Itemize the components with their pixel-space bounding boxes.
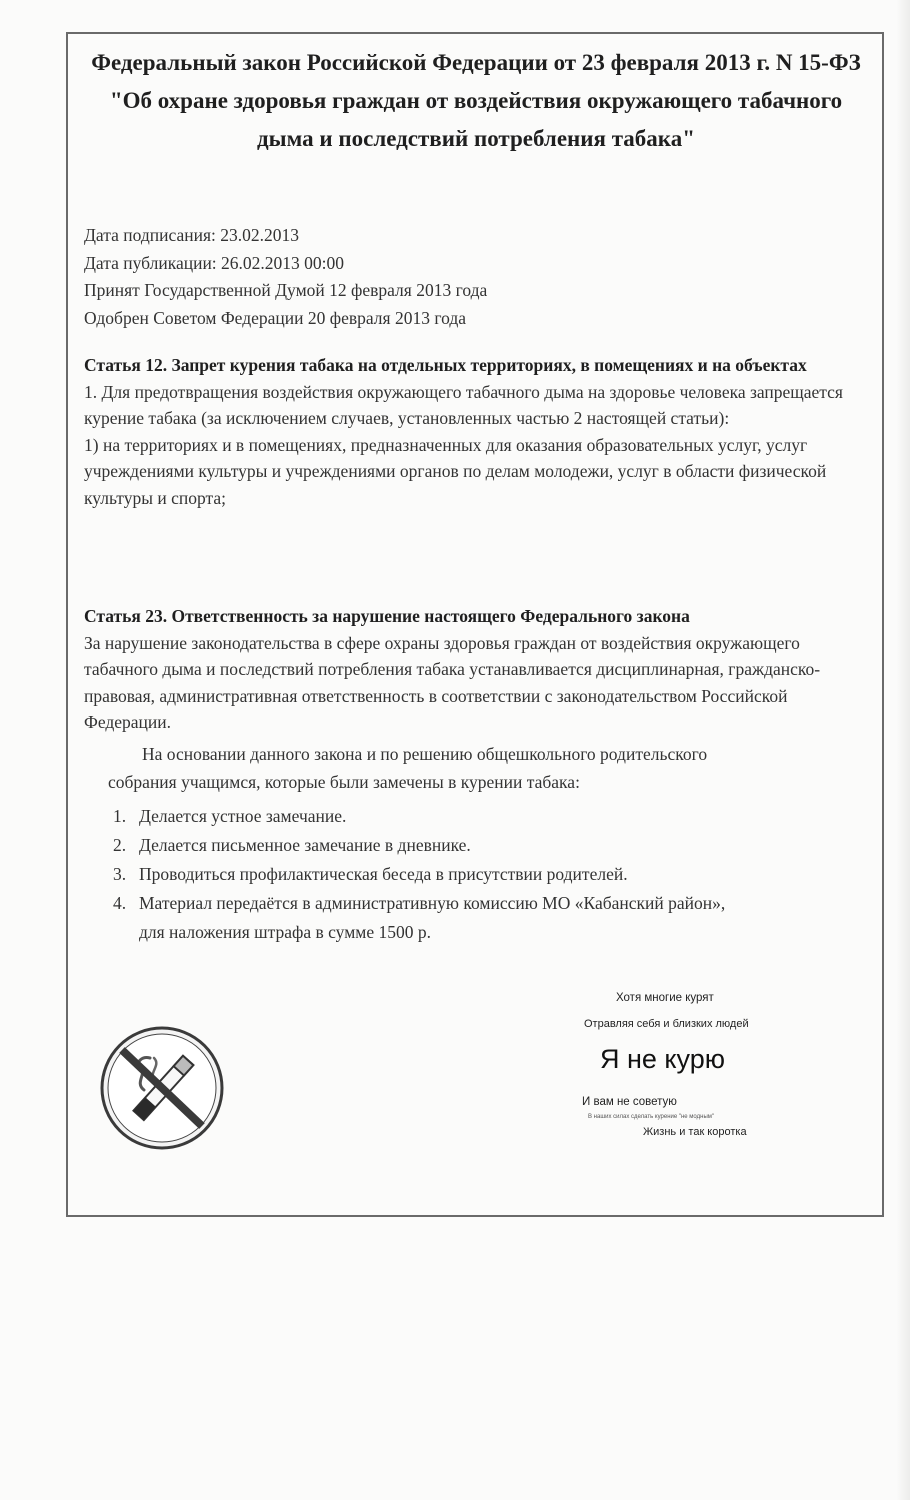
slogan-line-4: И вам не советую [582,1096,677,1108]
list-item [113,860,864,889]
signing-date: Дата подписания: 23.02.2013 [84,225,300,245]
no-smoking-sign-icon [96,1022,228,1154]
list-item [113,802,864,831]
list-item [113,889,864,947]
scan-shadow [896,0,910,1500]
article-12-heading: Статья 12. Запрет курения табака на отдельных территориях, в помещениях и на объектах [84,355,807,375]
list-item-text: Делается устное замечание. [139,806,347,826]
school-decision [84,740,864,947]
list-item-text-continued: для наложения штрафа в сумме 1500 р. [139,922,431,942]
list-item-text: Проводиться профилактическая беседа в присутствии родителей. [139,864,628,884]
decision-intro-line-2: собрания учащимся, которые были замечены в курении табака: [108,772,580,792]
article-23-paragraph-1: За нарушение законодательства в сфере охраны здоровья граждан от воздействия окружающего табачного дыма и последствий потребления табака устанавливается дисциплинарная, гражданско-правовая, административная ответственность в соответствии с законодательством Российской Федерации. [84,632,821,732]
measures-list [84,802,864,947]
list-item-number: 1. [113,806,127,826]
list-item-number: 2. [113,835,127,855]
duma-adoption: Принят Государственной Думой 12 февраля 2013 года [84,280,488,300]
slogan-line-1: Хотя многие курят [616,992,714,1004]
law-metadata [84,222,784,332]
publication-date: Дата публикации: 26.02.2013 00:00 [84,252,345,273]
article-12-paragraph-2: 1) на территориях и в помещениях, предназначенных для оказания образовательных услуг, услуг учреждениями культуры и учреждениями органов по делам молодежи, услуг в области физической культуры и спорта; [84,434,827,508]
list-item-text: Материал передаётся в административную комиссию МО «Кабанский район», [139,893,726,913]
slogan-line-6: Жизнь и так коротка [643,1126,747,1138]
document-title: Федеральный закон Российской Федерации от 23 февраля 2013 г. N 15-ФЗ "Об охране здоровья граждан от воздействия окружающего табачного дыма и последствий потребления табака" [91,50,861,151]
slogan-small-print: В наших силах сделать курение "не модным" [588,1114,715,1120]
article-23-heading: Статья 23. Ответственность за нарушение настоящего Федерального закона [84,606,690,626]
list-item-text: Делается письменное замечание в дневнике. [139,835,471,855]
article-12-paragraph-1: 1. Для предотвращения воздействия окружающего табачного дыма на здоровье человека запрещается курение табака (за исключением случаев, установленных частью 2 настоящей статьи): [84,381,843,428]
article-23 [84,603,864,736]
council-approval: Одобрен Советом Федерации 20 февраля 2013 года [84,307,466,328]
list-item-number: 3. [113,864,127,884]
slogan-headline: Я не курю [600,1044,726,1074]
list-item [113,831,864,860]
slogan-line-2: Отравляя себя и близких людей [584,1018,749,1030]
decision-intro-line-1: На основании данного закона и по решению общешкольного родительского [142,744,708,764]
article-12 [84,352,864,511]
list-item-number: 4. [113,893,127,913]
